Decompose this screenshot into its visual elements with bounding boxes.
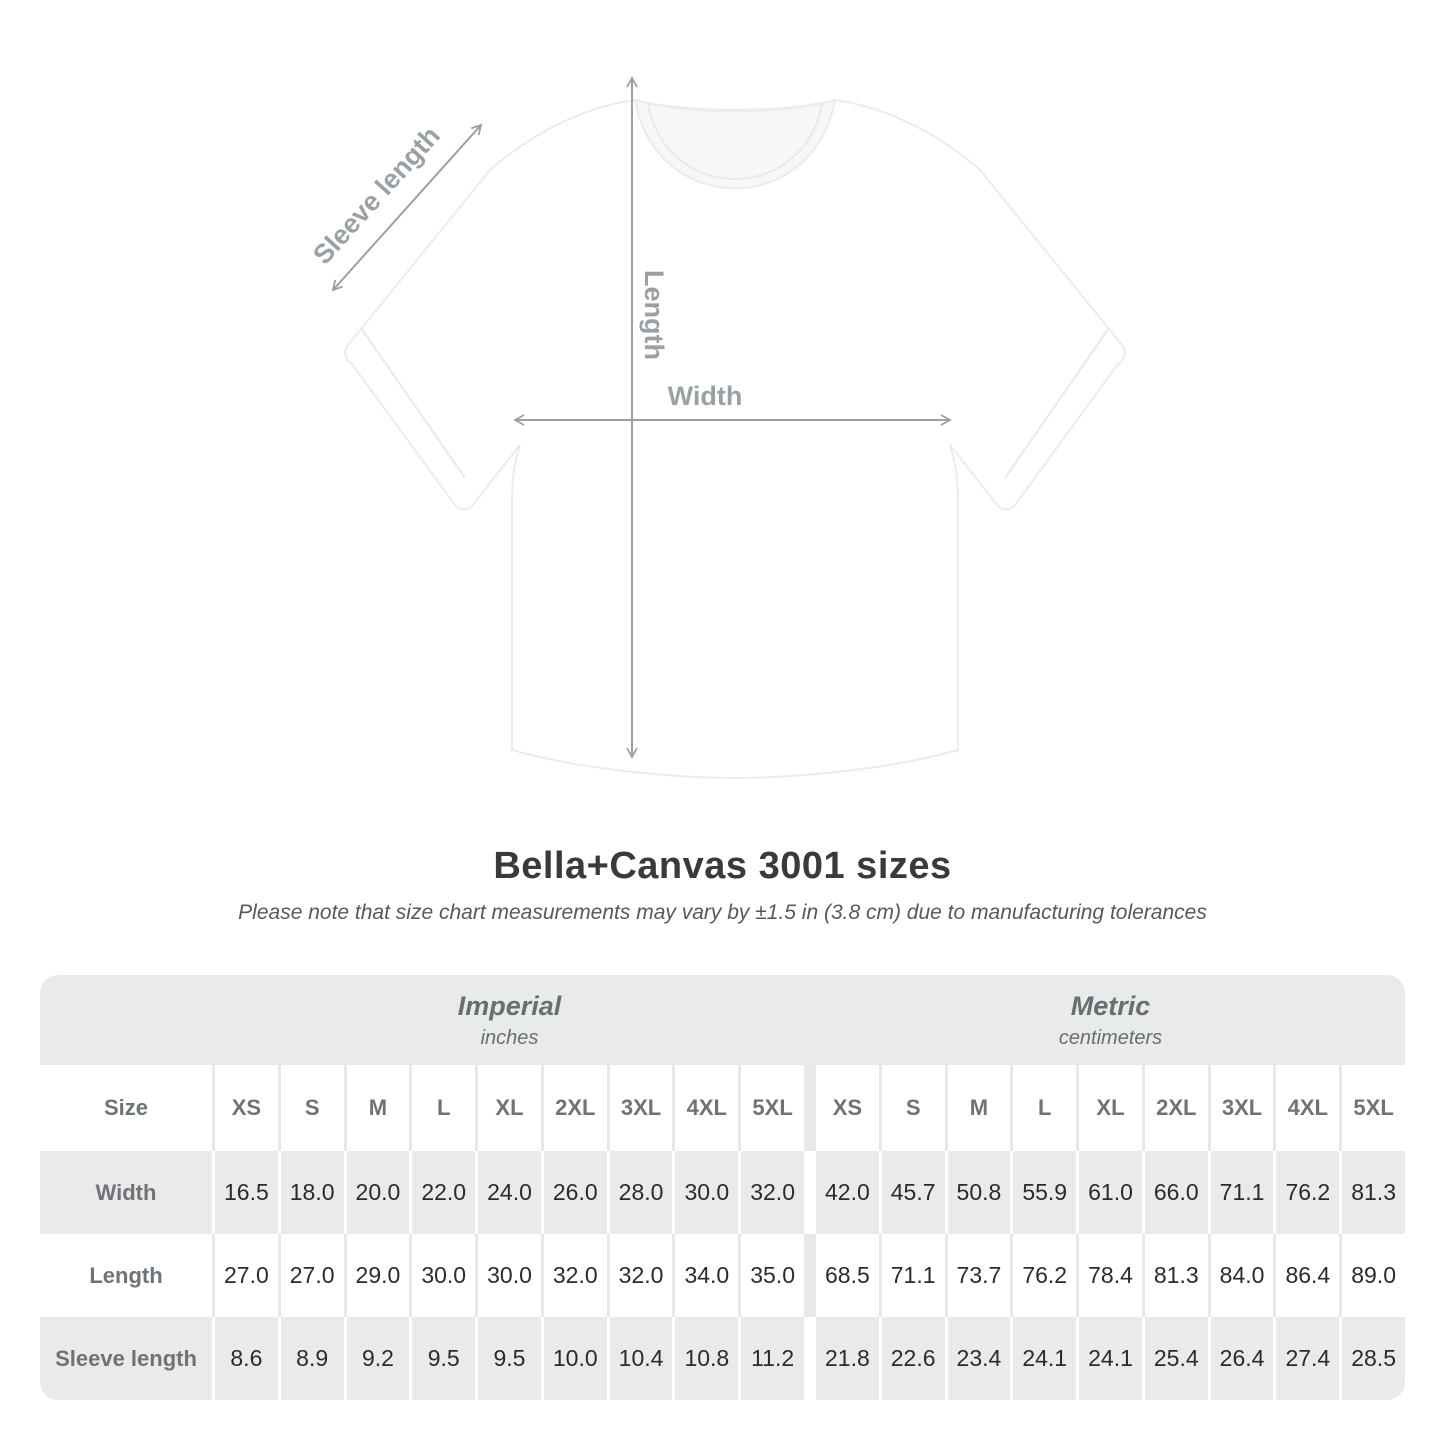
imperial-value: 30.0 [412, 1234, 475, 1317]
section-divider [807, 1065, 813, 1151]
imperial-value: 30.0 [478, 1234, 541, 1317]
tshirt-graphic [305, 58, 1145, 803]
metric-value: 73.7 [948, 1234, 1011, 1317]
size-header-imperial: 5XL [741, 1065, 804, 1151]
imperial-value: 8.9 [281, 1317, 344, 1400]
imperial-value: 32.0 [544, 1234, 607, 1317]
metric-value: 71.1 [882, 1234, 945, 1317]
size-header-row [40, 1065, 1405, 1151]
tolerance-note: Please note that size chart measurements may vary by ±1.5 in (3.8 cm) due to manufacturing tolerances [238, 901, 1207, 924]
inches-label: inches [480, 1026, 539, 1049]
metric-value: 68.5 [816, 1234, 879, 1317]
metric-value: 24.1 [1079, 1317, 1142, 1400]
metric-value: 61.0 [1079, 1151, 1142, 1234]
row-label: Sleeve length [40, 1317, 212, 1400]
row-label: Width [40, 1151, 212, 1234]
imperial-value: 18.0 [281, 1151, 344, 1234]
size-header-imperial: 3XL [610, 1065, 673, 1151]
size-column-label: Size [40, 1065, 212, 1151]
centimeters-label: centimeters [1058, 1026, 1163, 1049]
tshirt-measurement-diagram [305, 58, 1145, 803]
imperial-value: 34.0 [675, 1234, 738, 1317]
imperial-value: 27.0 [215, 1234, 278, 1317]
metric-value: 24.1 [1013, 1317, 1076, 1400]
metric-value: 45.7 [882, 1151, 945, 1234]
metric-value: 89.0 [1342, 1234, 1405, 1317]
imperial-value: 27.0 [281, 1234, 344, 1317]
imperial-value: 28.0 [610, 1151, 673, 1234]
size-header-metric: XS [816, 1065, 879, 1151]
imperial-value: 30.0 [675, 1151, 738, 1234]
tshirt-silhouette [345, 100, 1125, 778]
imperial-section-header [215, 975, 804, 1065]
size-header-metric: 2XL [1145, 1065, 1208, 1151]
measure-row-width [40, 1151, 1405, 1234]
imperial-value: 8.6 [215, 1317, 278, 1400]
imperial-value: 11.2 [741, 1317, 804, 1400]
size-header-imperial: L [412, 1065, 475, 1151]
metric-value: 23.4 [948, 1317, 1011, 1400]
imperial-value: 9.2 [347, 1317, 410, 1400]
imperial-value: 9.5 [478, 1317, 541, 1400]
imperial-value: 9.5 [412, 1317, 475, 1400]
size-header-imperial: S [281, 1065, 344, 1151]
metric-value: 86.4 [1276, 1234, 1339, 1317]
metric-value: 71.1 [1211, 1151, 1274, 1234]
imperial-label: Imperial [457, 990, 562, 1021]
metric-value: 78.4 [1079, 1234, 1142, 1317]
size-header-metric: 3XL [1211, 1065, 1274, 1151]
metric-value: 55.9 [1013, 1151, 1076, 1234]
size-header-metric: S [882, 1065, 945, 1151]
size-header-imperial: XL [478, 1065, 541, 1151]
section-divider [807, 1151, 813, 1234]
length-label: Length [639, 270, 669, 360]
metric-value: 26.4 [1211, 1317, 1274, 1400]
size-header-imperial: 4XL [675, 1065, 738, 1151]
size-header-imperial: 2XL [544, 1065, 607, 1151]
measure-row-sleeve-length [40, 1317, 1405, 1400]
size-header-imperial: XS [215, 1065, 278, 1151]
metric-value: 50.8 [948, 1151, 1011, 1234]
metric-value: 76.2 [1276, 1151, 1339, 1234]
page-title: Bella+Canvas 3001 sizes [493, 845, 952, 887]
metric-value: 27.4 [1276, 1317, 1339, 1400]
imperial-value: 29.0 [347, 1234, 410, 1317]
metric-value: 84.0 [1211, 1234, 1274, 1317]
measure-row-length [40, 1234, 1405, 1317]
size-table-rows [40, 1065, 1405, 1400]
metric-value: 28.5 [1342, 1317, 1405, 1400]
metric-value: 21.8 [816, 1317, 879, 1400]
imperial-value: 24.0 [478, 1151, 541, 1234]
size-header-metric: 4XL [1276, 1065, 1339, 1151]
metric-section-header [816, 975, 1405, 1065]
metric-label: Metric [1070, 990, 1151, 1021]
metric-value: 81.3 [1145, 1234, 1208, 1317]
size-header-metric: XL [1079, 1065, 1142, 1151]
imperial-value: 22.0 [412, 1151, 475, 1234]
metric-value: 25.4 [1145, 1317, 1208, 1400]
imperial-value: 16.5 [215, 1151, 278, 1234]
imperial-value: 10.8 [675, 1317, 738, 1400]
size-header-metric: 5XL [1342, 1065, 1405, 1151]
metric-value: 76.2 [1013, 1234, 1076, 1317]
imperial-value: 20.0 [347, 1151, 410, 1234]
metric-value: 22.6 [882, 1317, 945, 1400]
imperial-value: 10.4 [610, 1317, 673, 1400]
metric-value: 66.0 [1145, 1151, 1208, 1234]
section-divider [807, 1317, 813, 1400]
row-label: Length [40, 1234, 212, 1317]
units-band [40, 975, 1405, 1065]
imperial-value: 32.0 [610, 1234, 673, 1317]
size-header-imperial: M [347, 1065, 410, 1151]
metric-value: 81.3 [1342, 1151, 1405, 1234]
imperial-value: 32.0 [741, 1151, 804, 1234]
imperial-value: 10.0 [544, 1317, 607, 1400]
imperial-value: 35.0 [741, 1234, 804, 1317]
metric-value: 42.0 [816, 1151, 879, 1234]
imperial-value: 26.0 [544, 1151, 607, 1234]
size-table [40, 975, 1405, 1400]
width-label: Width [667, 381, 743, 411]
section-divider [807, 1234, 813, 1317]
sleeve-length-label: Sleeve length [307, 120, 446, 271]
size-header-metric: M [948, 1065, 1011, 1151]
size-header-metric: L [1013, 1065, 1076, 1151]
